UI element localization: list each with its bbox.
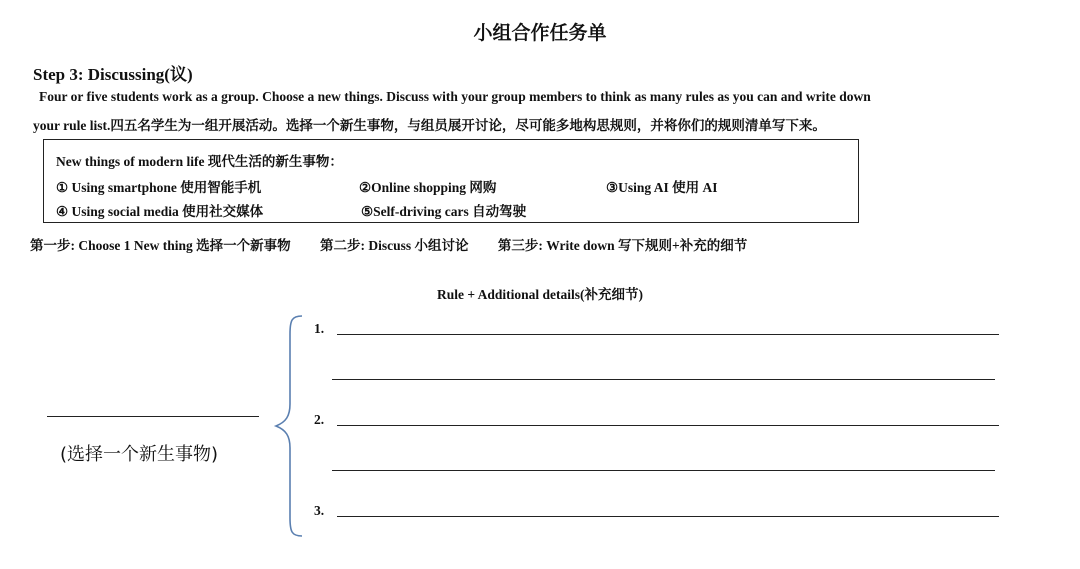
step-1: 第一步: Choose 1 New thing 选择一个新事物	[30, 238, 291, 253]
step-heading: Step 3: Discussing(议)	[33, 65, 193, 84]
new-thing-item-3: ③Using AI 使用 AI	[606, 180, 718, 195]
rule-number-1: 1.	[314, 321, 325, 336]
curly-brace	[270, 312, 310, 540]
new-things-heading: New things of modern life 现代生活的新生事物：	[56, 154, 343, 169]
rule-2-detail-line[interactable]	[332, 470, 995, 471]
rule-number-3: 3.	[314, 503, 325, 518]
rule-3-line[interactable]	[337, 516, 999, 517]
new-thing-hint: (选择一个新生事物)	[60, 444, 219, 465]
new-thing-item-1: ① Using smartphone 使用智能手机	[56, 180, 262, 195]
new-thing-item-4: ④ Using social media 使用社交媒体	[56, 204, 264, 219]
instructions-line-1: Four or five students work as a group. Choose a new things. Discuss with your group members to think as many rules as you can and write down	[39, 89, 871, 104]
new-thing-blank[interactable]	[47, 416, 259, 417]
new-thing-item-2: ②Online shopping 网购	[359, 180, 497, 195]
curly-brace-path	[276, 316, 302, 536]
rule-heading: Rule + Additional details(补充细节)	[436, 287, 644, 302]
rule-1-line[interactable]	[337, 334, 999, 335]
rule-2-line[interactable]	[337, 425, 999, 426]
rule-number-2: 2.	[314, 412, 325, 427]
step-2: 第二步: Discuss 小组讨论	[320, 238, 469, 253]
new-thing-item-5: ⑤Self-driving cars 自动驾驶	[361, 204, 527, 219]
page-title: 小组合作任务单	[473, 23, 607, 44]
step-3: 第三步: Write down 写下规则+补充的细节	[497, 238, 748, 253]
rule-1-detail-line[interactable]	[332, 379, 995, 380]
instructions-line-2: your rule list.四五名学生为一组开展活动。选择一个新生事物，与组员展开讨论，尽可能多地构思规则，并将你们的规则清单写下来。	[33, 118, 826, 133]
new-things-box	[43, 139, 859, 223]
steps-row	[30, 234, 773, 254]
